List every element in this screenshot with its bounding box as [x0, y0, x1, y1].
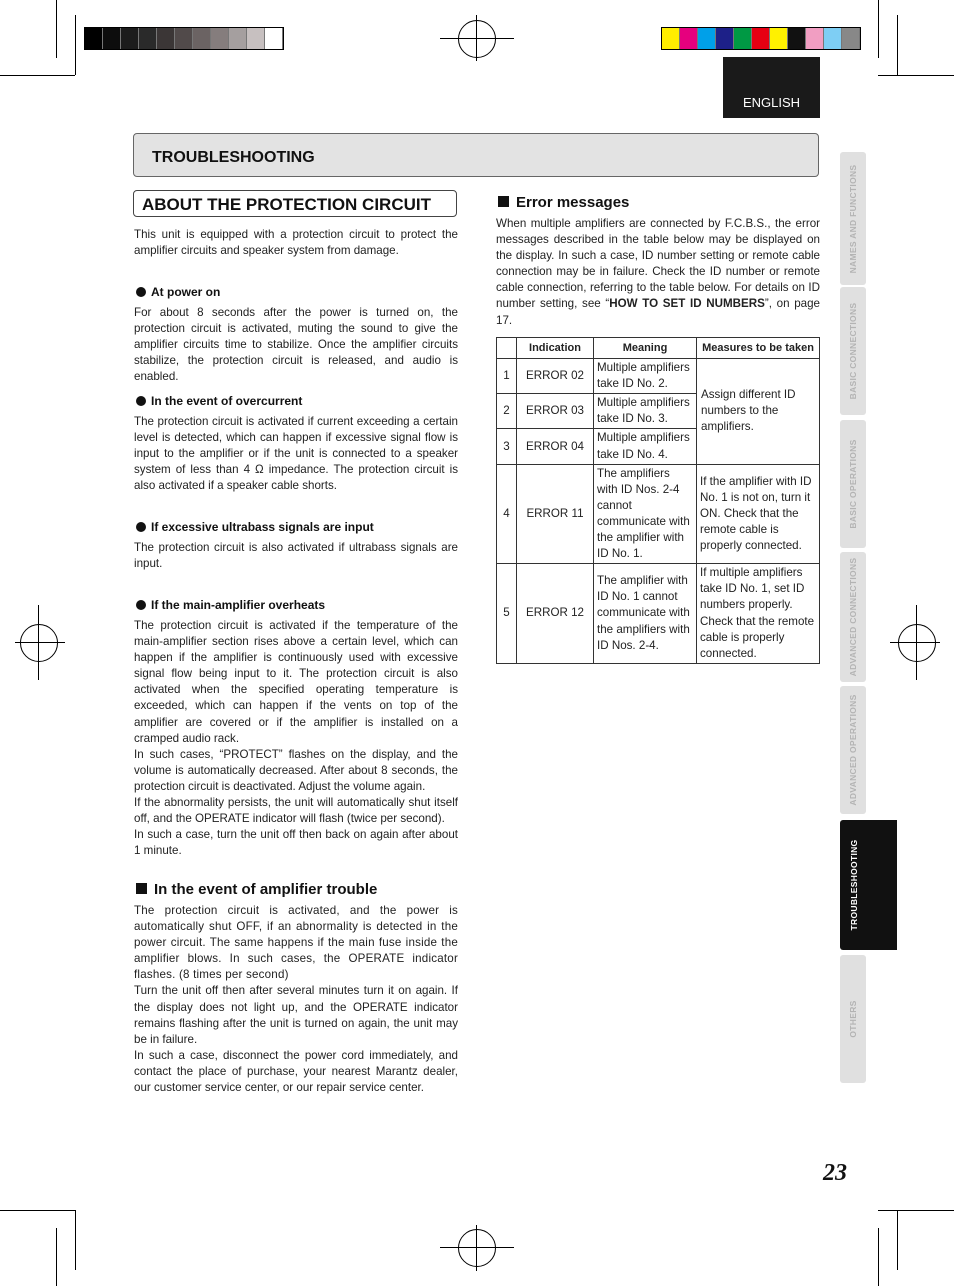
intro-text: This unit is equipped with a protection circuit to protect the amplifier circuits and speaker system from damage.	[134, 228, 458, 258]
crop-mark	[56, 0, 57, 58]
crop-mark	[878, 0, 879, 58]
color-swatch-bar	[661, 27, 861, 50]
heading-amp-trouble: In the event of amplifier trouble	[136, 881, 377, 898]
color-swatch	[175, 28, 193, 49]
table-header-row: Indication Meaning Measures to be taken	[497, 338, 820, 359]
registration-target	[20, 624, 58, 662]
side-tab-troubleshooting[interactable]: TROUBLESHOOTING	[840, 820, 897, 950]
grayscale-swatch-bar	[84, 27, 284, 50]
crop-mark	[0, 75, 75, 76]
color-swatch	[157, 28, 175, 49]
color-swatch	[770, 28, 788, 49]
section-title: ABOUT THE PROTECTION CIRCUIT	[142, 195, 431, 214]
language-tab	[723, 57, 820, 118]
heading-at-power-on: At power on	[136, 285, 220, 299]
crop-mark	[75, 15, 76, 75]
registration-line	[440, 1247, 514, 1248]
table-row: 4 ERROR 11 The amplifiers with ID Nos. 2-4 cannot communicate with the amplifier with ID No. 1. If the amplifier with ID No. 1 is not on, turn it ON. Check that the remote cable is properly connected.	[497, 464, 820, 564]
overheats-text: The protection circuit is activated if the temperature of the main-amplifier section rises above a certain level, which can happen if the amplifier is continuously used with excessive signal flow being input to it. The protection circuit is also activated when the specified operating temperature is exceeded, which can happen if the vents on top of the amplifier are covered or if the amplifier is installed on a cramped audio rack. In such cases, “PROTECT” flashes on the display, and the volume is automatically decreased. After about 8 seconds, the protection circuit is deactivated. Adjust the volume again. If the abnormality persists, the unit will automatically shut itself off, and the OPERATE indicator will flash (twice per second). In such a case, turn the unit off then back on again after about 1 minute.	[134, 619, 458, 858]
error-messages-text: When multiple amplifiers are connected by F.C.B.S., the error messages described in the table below may be displayed on the display. In such a case, ID number setting or remote cable connection may be in failure. Check the ID number or remote cable connection, referring to the table below. For details on ID number setting, see “HOW TO SET ID NUMBERS”, on page 17.	[496, 217, 820, 327]
color-swatch	[103, 28, 121, 49]
color-swatch	[211, 28, 229, 49]
registration-target	[458, 20, 496, 58]
registration-line	[38, 605, 39, 680]
registration-target	[898, 624, 936, 662]
color-swatch	[698, 28, 716, 49]
page-number: 23	[823, 1160, 847, 1186]
color-swatch	[806, 28, 824, 49]
color-swatch	[85, 28, 103, 49]
registration-line	[476, 15, 477, 61]
registration-line	[476, 1225, 477, 1271]
square-bullet-icon	[136, 883, 147, 894]
color-swatch	[680, 28, 698, 49]
color-swatch	[139, 28, 157, 49]
table-row: 1 ERROR 02 Multiple amplifiers take ID No. 2. Assign different ID numbers to the amplifiers.	[497, 359, 820, 394]
table-row: 3 ERROR 04 Multiple amplifiers take ID No. 4.	[497, 429, 820, 464]
side-tab-advanced-operations[interactable]: ADVANCED OPERATIONS	[840, 686, 866, 814]
side-tab-basic-connections[interactable]: BASIC CONNECTIONS	[840, 287, 866, 415]
side-tab-names-and-functions[interactable]: NAMES AND FUNCTIONS	[840, 152, 866, 285]
amp-trouble-text: The protection circuit is activated, and the power is automatically shut OFF, if an abnormality is detected in the power circuit. The same happens if the main fuse inside the amplifier blows. In such cases, the OPERATE indicator flashes. (8 times per second) Turn the unit off then after several minutes turn it on again. If the display does not light up, and the OPERATE indicator remains flashing after the unit is turned on again, the unit may be in failure. In such a case, disconnect the power cord immediately, and contact the place of purchase, your nearest Marantz dealer, our customer service center, or our repair service center.	[134, 904, 458, 1095]
color-swatch	[265, 28, 283, 49]
side-tab-basic-operations[interactable]: BASIC OPERATIONS	[840, 420, 866, 548]
square-bullet-icon	[498, 196, 509, 207]
crop-mark	[878, 1228, 879, 1286]
overcurrent-text: The protection circuit is activated if current exceeding a certain level is detected, which can happen if excessive signal flow is input to the amplifier or if the unit is connected to a speaker system of less than 4 Ω impedance. The protection circuit is also activated if a speaker cable shorts.	[134, 415, 458, 493]
registration-target	[458, 1229, 496, 1267]
bullet-icon	[136, 287, 146, 297]
color-swatch	[824, 28, 842, 49]
registration-line	[15, 642, 65, 643]
crop-mark	[0, 1210, 75, 1211]
registration-line	[916, 605, 917, 680]
bullet-icon	[136, 600, 146, 610]
color-swatch	[662, 28, 680, 49]
heading-ultrabass: If excessive ultrabass signals are input	[136, 520, 374, 534]
side-tab-advanced-connections[interactable]: ADVANCED CONNECTIONS	[840, 552, 866, 682]
color-swatch	[247, 28, 265, 49]
crop-mark	[897, 1210, 898, 1270]
side-tab-others[interactable]: OTHERS	[840, 955, 866, 1083]
ultrabass-text: The protection circuit is also activated if ultrabass signals are input.	[134, 541, 458, 571]
crop-mark	[878, 75, 954, 76]
bullet-icon	[136, 396, 146, 406]
registration-line	[440, 38, 514, 39]
color-swatch	[121, 28, 139, 49]
chapter-title: TROUBLESHOOTING	[152, 149, 315, 166]
section-title-box	[133, 190, 457, 217]
heading-error-messages: Error messages	[498, 194, 629, 211]
at-power-on-text: For about 8 seconds after the power is turned on, the protection circuit is activated, muting the sound to give the amplifier circuits time to stabilize. Once the amplifier circuits stabilize, the protection circuit is released, and audio is enabled.	[134, 306, 458, 384]
error-table	[496, 337, 820, 664]
table-row: 5 ERROR 12 The amplifier with ID No. 1 cannot communicate with the amplifiers with ID Nos. 2-4. If multiple amplifiers take ID No. 1, set ID numbers properly. Check that the remote cable is properly connected.	[497, 564, 820, 664]
color-swatch	[193, 28, 211, 49]
color-swatch	[842, 28, 860, 49]
color-swatch	[229, 28, 247, 49]
crop-mark	[56, 1228, 57, 1286]
registration-line	[890, 642, 940, 643]
bullet-icon	[136, 522, 146, 532]
language-label: ENGLISH	[742, 95, 801, 110]
color-swatch	[716, 28, 734, 49]
crop-mark	[75, 1210, 76, 1270]
heading-overheats: If the main-amplifier overheats	[136, 598, 325, 612]
table-row: 2 ERROR 03 Multiple amplifiers take ID No. 3.	[497, 394, 820, 429]
color-swatch	[752, 28, 770, 49]
color-swatch	[734, 28, 752, 49]
chapter-header	[133, 133, 819, 177]
crop-mark	[878, 1210, 954, 1211]
color-swatch	[788, 28, 806, 49]
crop-mark	[897, 15, 898, 75]
heading-overcurrent: In the event of overcurrent	[136, 394, 302, 408]
